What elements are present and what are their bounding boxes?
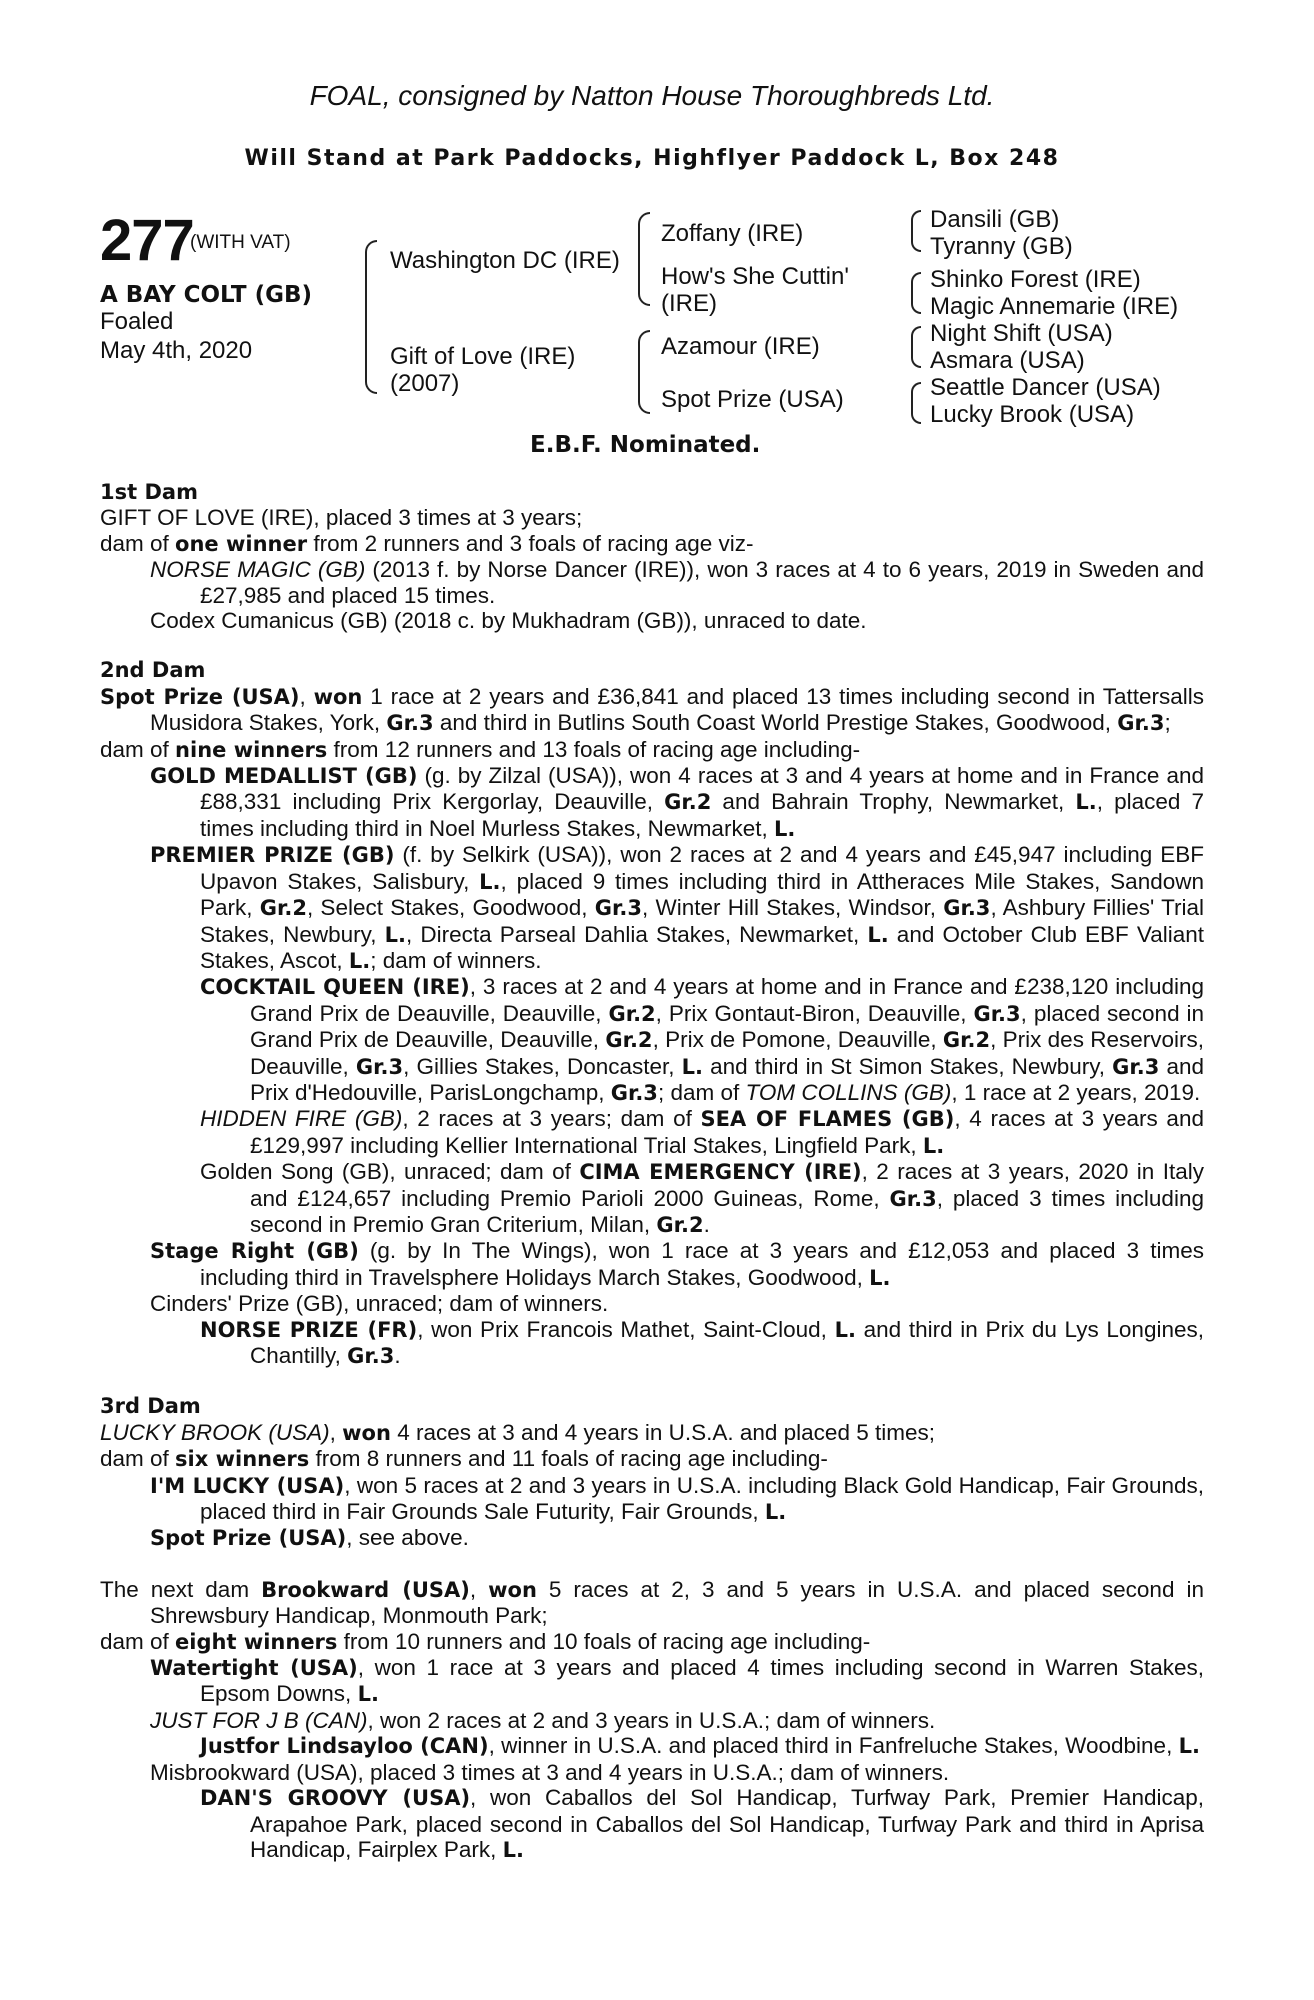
produce-misbrookward: Misbrookward (USA), placed 3 times at 3 and 4 years in U.S.A.; dam of winners. <box>150 1759 950 1785</box>
produce-justfor-lindsayloo: Justfor Lindsayloo (CAN), winner in U.S.A. and placed third in Fanfreluche Stakes, Woodbine, L. <box>200 1733 1200 1759</box>
pedigree-gen3-5: Night Shift (USA) <box>930 320 1113 347</box>
first-dam-produce-summary: dam of one winner from 2 runners and 3 foals of racing age viz- <box>100 530 754 556</box>
pedigree-gen3-8: Lucky Brook (USA) <box>930 401 1135 428</box>
second-dam-produce-summary: dam of nine winners from 12 runners and 13 foals of racing age including- <box>100 736 861 762</box>
pedigree-sire: Washington DC (IRE) <box>390 247 620 274</box>
vat-note: (WITH VAT) <box>190 232 291 253</box>
catalogue-body <box>100 480 1204 1863</box>
first-dam-heading: 1st Dam <box>100 480 198 504</box>
pedigree-gen3-6: Asmara (USA) <box>930 347 1085 374</box>
ebf-nominated: E.B.F. Nominated. <box>530 432 761 458</box>
pedigree-sire-sire: Zoffany (IRE) <box>661 220 804 247</box>
pedigree-dam <box>390 343 575 397</box>
produce-cinders-prize: Cinders' Prize (GB), unraced; dam of winners. <box>150 1291 609 1317</box>
second-dam-heading: 2nd Dam <box>100 658 206 683</box>
pedigree-sire-dam-country: (IRE) <box>661 290 717 317</box>
produce-just-for-jb: JUST FOR J B (CAN), won 2 races at 2 and 3 years in U.S.A.; dam of winners. <box>150 1707 936 1733</box>
second-dam-record: Spot Prize (USA), won 1 race at 2 years and £36,841 and placed 13 times including second in Tattersalls Musidora Stakes, York, Gr.3 and third in Butlins South Coast World Prestige Stakes, Goodwood, Gr.3; <box>100 683 1204 736</box>
pedigree-dam-dam: Spot Prize (USA) <box>661 386 844 413</box>
pedigree-gen3-3: Shinko Forest (IRE) <box>930 266 1141 293</box>
third-dam-heading: 3rd Dam <box>100 1394 201 1419</box>
produce-watertight: Watertight (USA), won 1 race at 3 years and placed 4 times including second in Warren Stakes, Epsom Downs, L. <box>150 1655 1204 1707</box>
pedigree-sire-dam <box>661 263 849 317</box>
produce-dans-groovy: DAN'S GROOVY (USA), won Caballos del Sol Handicap, Turfway Park, Premier Handicap, Arapahoe Park, placed second in Caballos del Sol Handicap, Turfway Park and third in Aprisa Handicap, Fairplex Park, L. <box>200 1785 1204 1862</box>
pedigree-bracket-g4 <box>911 382 921 424</box>
foaled-label: Foaled <box>100 308 174 335</box>
produce-hidden-fire: HIDDEN FIRE (GB), 2 races at 3 years; dam of SEA OF FLAMES (GB), 4 races at 3 years and £129,997 including Kellier International Trial Stakes, Lingfield Park, L. <box>200 1106 1204 1158</box>
pedigree-bracket-g1 <box>911 210 921 252</box>
pedigree-dam-year: (2007) <box>390 370 460 397</box>
stabling-location: Will Stand at Park Paddocks, Highflyer Paddock L, Box 248 <box>244 146 1060 171</box>
first-dam-record: GIFT OF LOVE (IRE), placed 3 times at 3 years; <box>100 505 583 531</box>
produce-spot-prize: Spot Prize (USA), see above. <box>150 1525 469 1551</box>
pedigree-gen3-1: Dansili (GB) <box>930 206 1060 233</box>
pedigree-sire-dam-name: How's She Cuttin' <box>661 263 849 290</box>
pedigree-bracket-g3 <box>911 326 921 368</box>
pedigree-dam-sire: Azamour (IRE) <box>661 333 820 360</box>
consignor-line: FOAL, consigned by Natton House Thoroughbreds Ltd. <box>309 80 995 111</box>
pedigree-bracket-main <box>365 240 377 394</box>
produce-gold-medallist: GOLD MEDALLIST (GB) (g. by Zilzal (USA)), won 4 races at 3 and 4 years at home and in France and £88,331 including Prix Kergorlay, Deauville, Gr.2 and Bahrain Trophy, Newmarket, L., placed 7 times including third in Noel Murless Stakes, Newmarket, L. <box>150 763 1205 841</box>
lot-number: 277 <box>100 208 194 273</box>
produce-im-lucky: I'M LUCKY (USA), won 5 races at 2 and 3 years in U.S.A. including Black Gold Handicap, Fair Grounds, placed third in Fair Grounds Sale Futurity, Fair Grounds, L. <box>150 1472 1204 1525</box>
produce-stage-right: Stage Right (GB) (g. by In The Wings), won 1 race at 3 years and £12,053 and placed 3 times including third in Travelsphere Holidays March Stakes, Goodwood, L. <box>150 1238 1204 1290</box>
produce-norse-prize: NORSE PRIZE (FR), won Prix Francois Mathet, Saint-Cloud, L. and third in Prix du Lys Longines, Chantilly, Gr.3. <box>200 1316 1204 1368</box>
produce-golden-song: Golden Song (GB), unraced; dam of CIMA EMERGENCY (IRE), 2 races at 3 years, 2020 in Italy and £124,657 including Premio Parioli 2000 Guineas, Rome, Gr.3, placed 3 times including second in Premio Gran Criterium, Milan, Gr.2. <box>200 1159 1204 1237</box>
pedigree-gen3-2: Tyranny (GB) <box>930 233 1073 260</box>
third-dam-record: LUCKY BROOK (USA), won 4 races at 3 and 4 years in U.S.A. and placed 5 times; <box>100 1419 935 1445</box>
pedigree-bracket-g2 <box>911 272 921 314</box>
third-dam-produce-summary: dam of six winners from 8 runners and 11 foals of racing age including- <box>100 1446 828 1472</box>
fourth-dam-produce-summary: dam of eight winners from 10 runners and 10 foals of racing age including- <box>100 1628 871 1654</box>
first-dam-produce-1: NORSE MAGIC (GB) (2013 f. by Norse Dancer (IRE)), won 3 races at 4 to 6 years, 2019 in Sweden and £27,985 and placed 15 times. <box>150 557 1204 608</box>
pedigree-gen3-7: Seattle Dancer (USA) <box>930 374 1161 401</box>
catalogue-page <box>100 0 1204 2000</box>
pedigree-bracket-sire <box>638 212 650 306</box>
pedigree-dam-name: Gift of Love (IRE) <box>390 343 576 370</box>
horse-description: A BAY COLT (GB) <box>100 282 313 308</box>
produce-premier-prize: PREMIER PRIZE (GB) (f. by Selkirk (USA)), won 2 races at 2 and 4 years and £45,947 including EBF Upavon Stakes, Salisbury, L., placed 9 times including third in Attheraces Mile Stakes, Sandown Park, Gr.2, Select Stakes, Goodwood, Gr.3, Winter Hill Stakes, Windsor, Gr.3, Ashbury Fillies' Trial Stakes, Newbury, L., Directa Parseal Dahlia Stakes, Newmarket, L. and October Club EBF Valiant Stakes, Ascot, L.; dam of winners. <box>150 842 1204 973</box>
foaled-date: May 4th, 2020 <box>100 337 253 364</box>
first-dam-produce-2: Codex Cumanicus (GB) (2018 c. by Mukhadram (GB)), unraced to date. <box>150 608 867 634</box>
fourth-dam-record: The next dam Brookward (USA), won 5 races at 2, 3 and 5 years in U.S.A. and placed second in Shrewsbury Handicap, Monmouth Park; <box>100 1576 1204 1629</box>
foaled-info <box>100 307 252 365</box>
produce-cocktail-queen: COCKTAIL QUEEN (IRE), 3 races at 2 and 4 years at home and in France and £238,120 including Grand Prix de Deauville, Deauville, Gr.2, Prix Gontaut-Biron, Deauville, Gr.3, placed second in Grand Prix de Deauville, Deauville, Gr.2, Prix de Pomone, Deauville, Gr.2, Prix des Reservoirs, Deauville, Gr.3, Gillies Stakes, Doncaster, L. and third in St Simon Stakes, Newbury, Gr.3 and Prix d'Hedouville, ParisLongchamp, Gr.3; dam of TOM COLLINS (GB), 1 race at 2 years, 2019. <box>200 974 1205 1105</box>
pedigree-bracket-dam <box>638 330 650 414</box>
pedigree-gen3-4: Magic Annemarie (IRE) <box>930 293 1179 320</box>
